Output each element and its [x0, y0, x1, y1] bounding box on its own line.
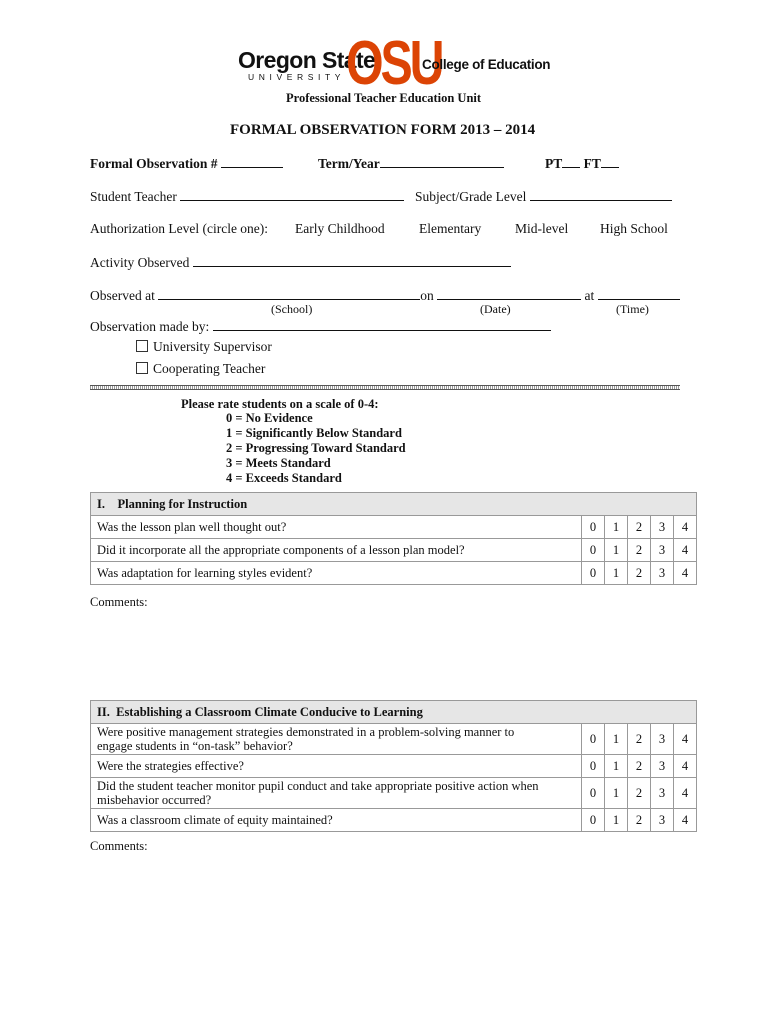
rating-0[interactable]: 0	[582, 539, 605, 562]
rating-2[interactable]: 2	[628, 516, 651, 539]
rating-3[interactable]: 3	[651, 516, 674, 539]
formal-observation-label: Formal Observation #	[90, 156, 218, 171]
scale-item: 2 = Progressing Toward Standard	[226, 441, 406, 455]
observer-name-field[interactable]	[213, 318, 551, 331]
activity-observed-field[interactable]	[193, 254, 511, 267]
checkbox-icon[interactable]	[136, 340, 148, 352]
section-2-table	[90, 700, 697, 832]
scale-heading: Please rate students on a scale of 0-4:	[181, 397, 379, 411]
scale-item: 1 = Significantly Below Standard	[226, 426, 402, 440]
rating-2[interactable]: 2	[628, 724, 651, 755]
date-field[interactable]	[437, 287, 581, 300]
checkbox-icon[interactable]	[136, 362, 148, 374]
auth-mid-level[interactable]: Mid-level	[515, 221, 569, 236]
time-caption: (Time)	[616, 302, 649, 316]
ft-label: FT	[583, 156, 601, 171]
question-line: engage students in “on-task” behavior?	[97, 739, 293, 753]
scale-item: 4 = Exceeds Standard	[226, 471, 342, 485]
logo-osu-letters: OSU	[346, 29, 442, 98]
observed-at-label: Observed at	[90, 288, 155, 303]
question-line: misbehavior occurred?	[97, 793, 212, 807]
section-1-table	[90, 492, 697, 585]
question-line: Did the student teacher monitor pupil conduct and take appropriate positive action when	[97, 779, 539, 793]
rating-2[interactable]: 2	[628, 778, 651, 809]
activity-observed-label: Activity Observed	[90, 255, 190, 270]
student-teacher-field[interactable]	[180, 188, 404, 201]
rating-2[interactable]: 2	[628, 809, 651, 832]
section-2-heading: II. Establishing a Classroom Climate Conducive to Learning	[91, 701, 697, 724]
pt-label: PT	[545, 156, 563, 171]
formal-observation-field[interactable]	[221, 155, 283, 168]
section-1-comments-area[interactable]	[90, 612, 697, 692]
question: Was adaptation for learning styles evident?	[91, 562, 582, 585]
on-label: on	[420, 288, 434, 303]
rating-1[interactable]: 1	[605, 724, 628, 755]
logo-university: UNIVERSITY	[248, 72, 346, 82]
observation-made-by-label: Observation made by:	[90, 319, 210, 334]
pt-ft-row	[545, 155, 619, 172]
table-row	[91, 809, 697, 832]
formal-observation-row	[90, 155, 283, 172]
auth-high-school[interactable]: High School	[600, 221, 668, 236]
cooperating-teacher-label: Cooperating Teacher	[153, 361, 266, 376]
rating-4[interactable]: 4	[674, 755, 697, 778]
page-title: FORMAL OBSERVATION FORM 2013 – 2014	[230, 122, 536, 138]
rating-0[interactable]: 0	[582, 516, 605, 539]
rating-0[interactable]: 0	[582, 755, 605, 778]
rating-1[interactable]: 1	[605, 778, 628, 809]
rating-4[interactable]: 4	[674, 809, 697, 832]
rating-2[interactable]: 2	[628, 539, 651, 562]
school-caption: (School)	[271, 302, 313, 316]
logo-oregon-state: Oregon State	[238, 47, 376, 73]
table-row	[91, 539, 697, 562]
section-1-comments-label: Comments:	[90, 595, 148, 609]
table-row	[91, 562, 697, 585]
rating-4[interactable]: 4	[674, 778, 697, 809]
option-cooperating-teacher[interactable]	[136, 361, 265, 377]
time-field[interactable]	[598, 287, 680, 300]
rating-3[interactable]: 3	[651, 562, 674, 585]
student-teacher-row	[90, 188, 404, 205]
term-year-field[interactable]	[380, 155, 504, 168]
auth-early-childhood[interactable]: Early Childhood	[295, 221, 385, 236]
rating-2[interactable]: 2	[628, 562, 651, 585]
unit-name: Professional Teacher Education Unit	[286, 91, 482, 105]
rating-1[interactable]: 1	[605, 516, 628, 539]
ft-field[interactable]	[601, 155, 619, 168]
subject-grade-field[interactable]	[530, 188, 672, 201]
date-caption: (Date)	[480, 302, 511, 316]
section-2-comments-area[interactable]	[90, 856, 697, 996]
rating-3[interactable]: 3	[651, 724, 674, 755]
at-label: at	[584, 288, 595, 303]
rating-4[interactable]: 4	[674, 724, 697, 755]
rating-2[interactable]: 2	[628, 755, 651, 778]
pt-field[interactable]	[562, 155, 580, 168]
scale-list	[226, 411, 406, 486]
section-divider	[90, 385, 680, 390]
section-1-heading: I. Planning for Instruction	[91, 493, 697, 516]
university-supervisor-label: University Supervisor	[153, 339, 272, 354]
question-line: Were positive management strategies demonstrated in a problem-solving manner to	[97, 725, 515, 739]
table-row	[91, 755, 697, 778]
rating-0[interactable]: 0	[582, 809, 605, 832]
student-teacher-label: Student Teacher	[90, 189, 177, 204]
question: Was a classroom climate of equity maintained?	[91, 809, 582, 832]
rating-0[interactable]: 0	[582, 778, 605, 809]
rating-1[interactable]: 1	[605, 562, 628, 585]
activity-observed-row	[90, 254, 511, 271]
question: Was the lesson plan well thought out?	[91, 516, 582, 539]
observation-made-by-row	[90, 318, 551, 335]
scale-item: 3 = Meets Standard	[226, 456, 331, 470]
rating-3[interactable]: 3	[651, 809, 674, 832]
rating-0[interactable]: 0	[582, 724, 605, 755]
rating-3[interactable]: 3	[651, 755, 674, 778]
section-2-comments-label: Comments:	[90, 839, 148, 853]
subject-grade-row	[415, 188, 672, 205]
option-university-supervisor[interactable]	[136, 339, 272, 355]
rating-1[interactable]: 1	[605, 755, 628, 778]
rating-0[interactable]: 0	[582, 562, 605, 585]
term-year-label: Term/Year	[318, 156, 380, 171]
question: Did it incorporate all the appropriate components of a lesson plan model?	[91, 539, 582, 562]
rating-1[interactable]: 1	[605, 809, 628, 832]
rating-4[interactable]: 4	[674, 562, 697, 585]
question	[91, 778, 582, 809]
rating-1[interactable]: 1	[605, 539, 628, 562]
question: Were the strategies effective?	[91, 755, 582, 778]
table-row	[91, 778, 697, 809]
rating-4[interactable]: 4	[674, 516, 697, 539]
rating-3[interactable]: 3	[651, 778, 674, 809]
rating-3[interactable]: 3	[651, 539, 674, 562]
table-row	[91, 516, 697, 539]
observed-at-row	[90, 287, 680, 304]
logo-college-of-education: College of Education	[422, 57, 551, 72]
auth-elementary[interactable]: Elementary	[419, 221, 482, 236]
question	[91, 724, 582, 755]
rating-4[interactable]: 4	[674, 539, 697, 562]
term-year-row	[318, 155, 504, 172]
school-field[interactable]	[158, 287, 420, 300]
table-row	[91, 724, 697, 755]
authorization-label: Authorization Level (circle one):	[90, 221, 269, 236]
scale-item: 0 = No Evidence	[226, 411, 313, 425]
subject-grade-label: Subject/Grade Level	[415, 189, 527, 204]
